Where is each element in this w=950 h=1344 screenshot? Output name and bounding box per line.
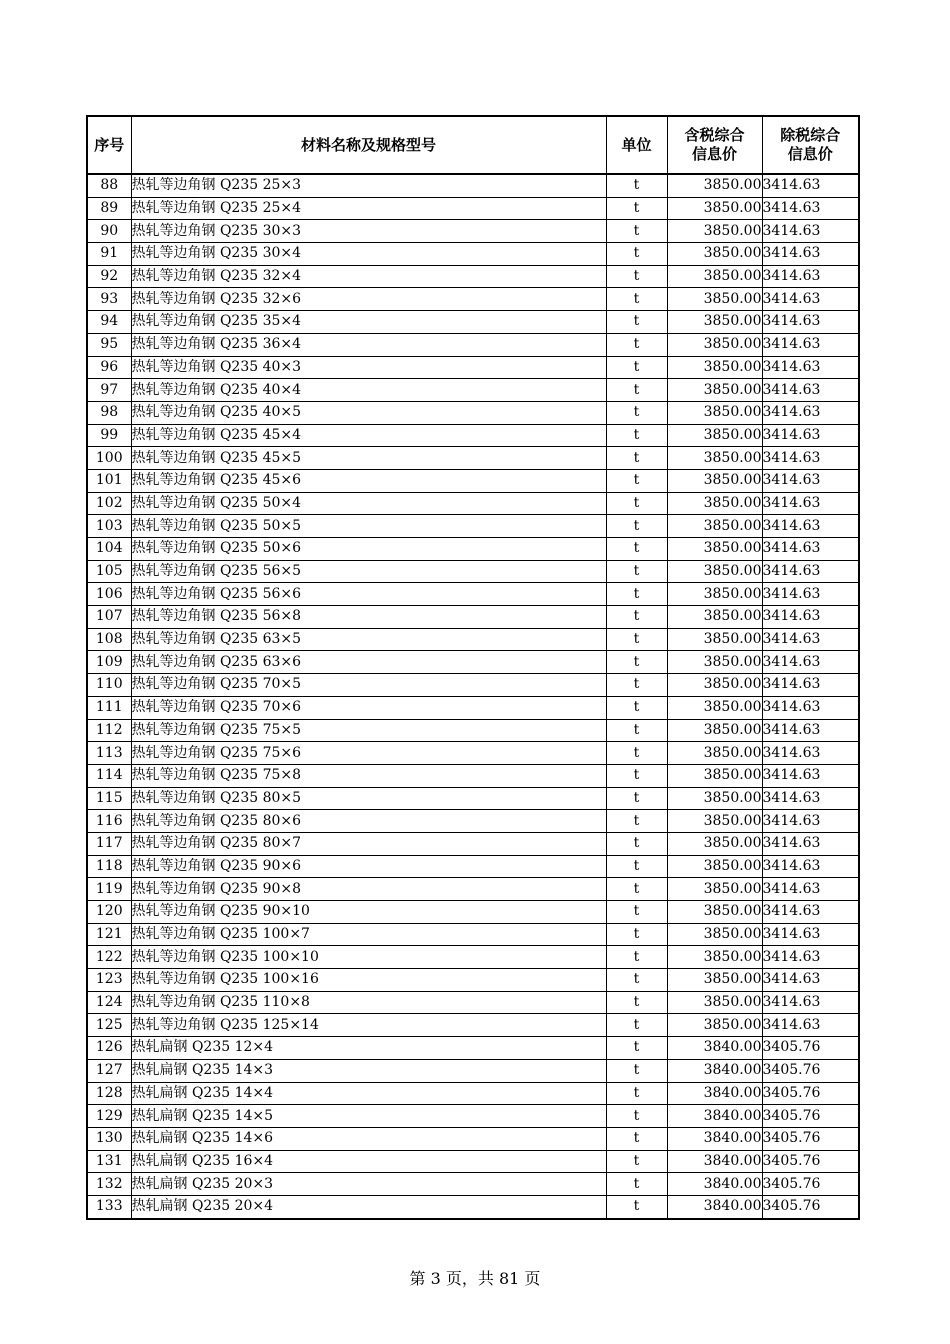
row-unit: t (606, 878, 667, 901)
row-unit: t (606, 1105, 667, 1128)
table-row (87, 1037, 859, 1060)
table-row (87, 719, 859, 742)
table-row (87, 311, 859, 334)
row-price-notax: 3414.63 (762, 832, 859, 855)
row-unit: t (606, 560, 667, 583)
table-row (87, 424, 859, 447)
row-price-notax: 3414.63 (762, 174, 859, 197)
row-unit: t (606, 538, 667, 561)
header-no: 序号 (87, 116, 131, 174)
row-price-tax: 3850.00 (667, 356, 762, 379)
row-price-notax: 3414.63 (762, 901, 859, 924)
table-row (87, 1150, 859, 1173)
table-row (87, 1127, 859, 1150)
row-unit: t (606, 946, 667, 969)
row-name: 热轧等边角钢 Q235 25×3 (131, 174, 606, 197)
row-name: 热轧等边角钢 Q235 50×6 (131, 538, 606, 561)
header-unit: 单位 (606, 116, 667, 174)
row-unit: t (606, 243, 667, 266)
row-price-notax: 3414.63 (762, 447, 859, 470)
row-name: 热轧扁钢 Q235 14×3 (131, 1059, 606, 1082)
row-price-tax: 3850.00 (667, 651, 762, 674)
row-unit: t (606, 1195, 667, 1218)
row-name: 热轧等边角钢 Q235 40×3 (131, 356, 606, 379)
row-unit: t (606, 288, 667, 311)
row-no: 119 (87, 878, 131, 901)
row-no: 92 (87, 265, 131, 288)
row-no: 115 (87, 787, 131, 810)
row-unit: t (606, 469, 667, 492)
row-no: 96 (87, 356, 131, 379)
table-row (87, 243, 859, 266)
row-price-tax: 3850.00 (667, 764, 762, 787)
row-name: 热轧扁钢 Q235 14×6 (131, 1127, 606, 1150)
row-no: 103 (87, 515, 131, 538)
table-row (87, 174, 859, 197)
row-name: 热轧等边角钢 Q235 56×5 (131, 560, 606, 583)
row-price-notax: 3414.63 (762, 946, 859, 969)
row-no: 110 (87, 674, 131, 697)
row-price-tax: 3850.00 (667, 946, 762, 969)
row-no: 88 (87, 174, 131, 197)
row-price-notax: 3405.76 (762, 1037, 859, 1060)
row-price-tax: 3850.00 (667, 197, 762, 220)
row-price-tax: 3840.00 (667, 1195, 762, 1218)
row-price-notax: 3414.63 (762, 878, 859, 901)
row-name: 热轧等边角钢 Q235 75×8 (131, 764, 606, 787)
price-table (86, 115, 860, 1220)
row-price-tax: 3840.00 (667, 1105, 762, 1128)
row-price-notax: 3414.63 (762, 356, 859, 379)
row-no: 100 (87, 447, 131, 470)
row-price-tax: 3850.00 (667, 969, 762, 992)
row-no: 90 (87, 220, 131, 243)
row-price-notax: 3414.63 (762, 401, 859, 424)
table-body (87, 174, 859, 1219)
table-row (87, 810, 859, 833)
row-no: 102 (87, 492, 131, 515)
row-no: 131 (87, 1150, 131, 1173)
row-name: 热轧等边角钢 Q235 80×5 (131, 787, 606, 810)
table-row (87, 197, 859, 220)
row-name: 热轧等边角钢 Q235 100×16 (131, 969, 606, 992)
row-no: 118 (87, 855, 131, 878)
row-name: 热轧等边角钢 Q235 25×4 (131, 197, 606, 220)
row-price-tax: 3850.00 (667, 424, 762, 447)
table-row (87, 923, 859, 946)
row-price-tax: 3850.00 (667, 810, 762, 833)
row-price-tax: 3850.00 (667, 538, 762, 561)
row-no: 133 (87, 1195, 131, 1218)
table-row (87, 265, 859, 288)
table-row (87, 696, 859, 719)
row-unit: t (606, 583, 667, 606)
row-name: 热轧扁钢 Q235 16×4 (131, 1150, 606, 1173)
row-name: 热轧等边角钢 Q235 80×7 (131, 832, 606, 855)
row-price-tax: 3850.00 (667, 832, 762, 855)
row-name: 热轧等边角钢 Q235 125×14 (131, 1014, 606, 1037)
table-row (87, 379, 859, 402)
row-price-tax: 3850.00 (667, 855, 762, 878)
table-row (87, 901, 859, 924)
row-price-notax: 3414.63 (762, 991, 859, 1014)
row-unit: t (606, 197, 667, 220)
row-no: 127 (87, 1059, 131, 1082)
row-unit: t (606, 515, 667, 538)
table-row (87, 628, 859, 651)
row-price-notax: 3414.63 (762, 197, 859, 220)
row-price-notax: 3414.63 (762, 855, 859, 878)
header-price-notax-line2: 信息价 (787, 145, 833, 163)
row-price-notax: 3414.63 (762, 651, 859, 674)
row-price-notax: 3414.63 (762, 469, 859, 492)
row-name: 热轧等边角钢 Q235 90×10 (131, 901, 606, 924)
row-unit: t (606, 991, 667, 1014)
row-price-notax: 3414.63 (762, 311, 859, 334)
row-price-tax: 3850.00 (667, 923, 762, 946)
table-row (87, 1059, 859, 1082)
row-price-tax: 3850.00 (667, 674, 762, 697)
row-no: 114 (87, 764, 131, 787)
row-price-tax: 3840.00 (667, 1127, 762, 1150)
row-price-tax: 3850.00 (667, 742, 762, 765)
row-unit: t (606, 1014, 667, 1037)
row-no: 123 (87, 969, 131, 992)
row-price-tax: 3850.00 (667, 901, 762, 924)
row-price-tax: 3850.00 (667, 401, 762, 424)
row-no: 105 (87, 560, 131, 583)
row-no: 128 (87, 1082, 131, 1105)
row-name: 热轧等边角钢 Q235 56×8 (131, 606, 606, 629)
row-price-notax: 3405.76 (762, 1195, 859, 1218)
row-no: 121 (87, 923, 131, 946)
row-no: 126 (87, 1037, 131, 1060)
row-price-tax: 3840.00 (667, 1059, 762, 1082)
row-unit: t (606, 333, 667, 356)
row-name: 热轧等边角钢 Q235 30×4 (131, 243, 606, 266)
row-unit: t (606, 379, 667, 402)
row-price-notax: 3405.76 (762, 1127, 859, 1150)
row-no: 117 (87, 832, 131, 855)
table-row (87, 651, 859, 674)
table-row (87, 1105, 859, 1128)
row-price-tax: 3850.00 (667, 628, 762, 651)
row-price-tax: 3850.00 (667, 719, 762, 742)
row-price-notax: 3414.63 (762, 220, 859, 243)
row-price-notax: 3414.63 (762, 333, 859, 356)
row-no: 91 (87, 243, 131, 266)
row-price-tax: 3850.00 (667, 991, 762, 1014)
row-no: 99 (87, 424, 131, 447)
row-unit: t (606, 424, 667, 447)
row-unit: t (606, 401, 667, 424)
row-price-notax: 3414.63 (762, 515, 859, 538)
row-no: 132 (87, 1173, 131, 1196)
row-unit: t (606, 810, 667, 833)
row-price-tax: 3850.00 (667, 515, 762, 538)
row-price-notax: 3414.63 (762, 810, 859, 833)
row-price-notax: 3414.63 (762, 538, 859, 561)
row-price-notax: 3414.63 (762, 1014, 859, 1037)
row-unit: t (606, 265, 667, 288)
row-price-notax: 3414.63 (762, 764, 859, 787)
row-no: 111 (87, 696, 131, 719)
table-row (87, 832, 859, 855)
table-row (87, 447, 859, 470)
row-name: 热轧扁钢 Q235 20×4 (131, 1195, 606, 1218)
row-no: 106 (87, 583, 131, 606)
table-row (87, 606, 859, 629)
row-name: 热轧等边角钢 Q235 75×6 (131, 742, 606, 765)
row-unit: t (606, 628, 667, 651)
row-unit: t (606, 606, 667, 629)
row-unit: t (606, 901, 667, 924)
table-row (87, 583, 859, 606)
row-price-notax: 3405.76 (762, 1059, 859, 1082)
table-row (87, 560, 859, 583)
row-no: 107 (87, 606, 131, 629)
row-name: 热轧等边角钢 Q235 50×4 (131, 492, 606, 515)
row-price-notax: 3414.63 (762, 923, 859, 946)
row-price-notax: 3414.63 (762, 674, 859, 697)
row-price-tax: 3850.00 (667, 447, 762, 470)
table-row (87, 878, 859, 901)
row-price-notax: 3414.63 (762, 265, 859, 288)
row-no: 101 (87, 469, 131, 492)
row-name: 热轧扁钢 Q235 14×5 (131, 1105, 606, 1128)
row-price-notax: 3414.63 (762, 628, 859, 651)
row-price-tax: 3840.00 (667, 1173, 762, 1196)
row-price-tax: 3840.00 (667, 1037, 762, 1060)
table-row (87, 356, 859, 379)
row-no: 116 (87, 810, 131, 833)
page-footer: 第 3 页，共 81 页 (409, 1269, 541, 1288)
row-name: 热轧等边角钢 Q235 30×3 (131, 220, 606, 243)
table-row (87, 333, 859, 356)
row-name: 热轧等边角钢 Q235 80×6 (131, 810, 606, 833)
row-price-notax: 3414.63 (762, 583, 859, 606)
row-name: 热轧扁钢 Q235 12×4 (131, 1037, 606, 1060)
row-no: 130 (87, 1127, 131, 1150)
row-unit: t (606, 1037, 667, 1060)
header-price-notax-line1: 除税综合 (780, 126, 841, 144)
row-price-tax: 3840.00 (667, 1082, 762, 1105)
row-unit: t (606, 492, 667, 515)
row-price-tax: 3850.00 (667, 787, 762, 810)
row-price-notax: 3414.63 (762, 379, 859, 402)
table-row (87, 1014, 859, 1037)
row-price-tax: 3850.00 (667, 606, 762, 629)
row-name: 热轧扁钢 Q235 20×3 (131, 1173, 606, 1196)
header-price-tax-line2: 信息价 (691, 145, 737, 163)
row-name: 热轧等边角钢 Q235 40×5 (131, 401, 606, 424)
row-price-notax: 3414.63 (762, 606, 859, 629)
row-price-tax: 3850.00 (667, 583, 762, 606)
row-unit: t (606, 764, 667, 787)
row-name: 热轧等边角钢 Q235 35×4 (131, 311, 606, 334)
row-unit: t (606, 832, 667, 855)
row-name: 热轧等边角钢 Q235 45×4 (131, 424, 606, 447)
row-unit: t (606, 787, 667, 810)
row-no: 122 (87, 946, 131, 969)
row-name: 热轧等边角钢 Q235 100×10 (131, 946, 606, 969)
row-unit: t (606, 651, 667, 674)
row-price-tax: 3850.00 (667, 878, 762, 901)
table-row (87, 469, 859, 492)
row-name: 热轧等边角钢 Q235 63×5 (131, 628, 606, 651)
row-unit: t (606, 356, 667, 379)
table-row (87, 991, 859, 1014)
table-row (87, 492, 859, 515)
row-name: 热轧等边角钢 Q235 56×6 (131, 583, 606, 606)
row-unit: t (606, 311, 667, 334)
row-price-tax: 3850.00 (667, 220, 762, 243)
row-no: 129 (87, 1105, 131, 1128)
row-price-tax: 3850.00 (667, 333, 762, 356)
row-price-notax: 3414.63 (762, 492, 859, 515)
row-no: 95 (87, 333, 131, 356)
table-row (87, 220, 859, 243)
table-row (87, 969, 859, 992)
row-no: 109 (87, 651, 131, 674)
table-row (87, 674, 859, 697)
row-price-notax: 3405.76 (762, 1173, 859, 1196)
row-price-tax: 3850.00 (667, 288, 762, 311)
row-no: 98 (87, 401, 131, 424)
row-price-tax: 3840.00 (667, 1150, 762, 1173)
row-unit: t (606, 447, 667, 470)
row-unit: t (606, 674, 667, 697)
row-unit: t (606, 742, 667, 765)
row-no: 113 (87, 742, 131, 765)
row-no: 120 (87, 901, 131, 924)
row-price-tax: 3850.00 (667, 696, 762, 719)
row-unit: t (606, 719, 667, 742)
row-price-tax: 3850.00 (667, 492, 762, 515)
table-row (87, 764, 859, 787)
table-row (87, 1173, 859, 1196)
row-price-tax: 3850.00 (667, 311, 762, 334)
row-no: 125 (87, 1014, 131, 1037)
row-no: 97 (87, 379, 131, 402)
row-price-notax: 3405.76 (762, 1105, 859, 1128)
row-name: 热轧等边角钢 Q235 45×6 (131, 469, 606, 492)
table-row (87, 1195, 859, 1218)
row-unit: t (606, 923, 667, 946)
table-row (87, 946, 859, 969)
row-price-tax: 3850.00 (667, 243, 762, 266)
row-unit: t (606, 696, 667, 719)
row-unit: t (606, 1082, 667, 1105)
row-name: 热轧等边角钢 Q235 100×7 (131, 923, 606, 946)
row-price-tax: 3850.00 (667, 469, 762, 492)
table-row (87, 515, 859, 538)
row-name: 热轧扁钢 Q235 14×4 (131, 1082, 606, 1105)
row-price-notax: 3414.63 (762, 742, 859, 765)
row-name: 热轧等边角钢 Q235 45×5 (131, 447, 606, 470)
row-price-tax: 3850.00 (667, 560, 762, 583)
header-price-notax (762, 116, 859, 174)
row-price-notax: 3414.63 (762, 787, 859, 810)
table-row (87, 401, 859, 424)
row-unit: t (606, 220, 667, 243)
row-unit: t (606, 1150, 667, 1173)
row-name: 热轧等边角钢 Q235 50×5 (131, 515, 606, 538)
row-name: 热轧等边角钢 Q235 70×6 (131, 696, 606, 719)
row-no: 108 (87, 628, 131, 651)
row-price-tax: 3850.00 (667, 1014, 762, 1037)
row-name: 热轧等边角钢 Q235 75×5 (131, 719, 606, 742)
row-price-tax: 3850.00 (667, 265, 762, 288)
row-no: 94 (87, 311, 131, 334)
row-unit: t (606, 855, 667, 878)
row-no: 89 (87, 197, 131, 220)
header-price-tax (667, 116, 762, 174)
row-name: 热轧等边角钢 Q235 32×6 (131, 288, 606, 311)
row-no: 93 (87, 288, 131, 311)
row-price-notax: 3414.63 (762, 424, 859, 447)
row-unit: t (606, 174, 667, 197)
row-no: 124 (87, 991, 131, 1014)
row-name: 热轧等边角钢 Q235 90×8 (131, 878, 606, 901)
row-name: 热轧等边角钢 Q235 70×5 (131, 674, 606, 697)
header-price-tax-line1: 含税综合 (684, 126, 745, 144)
row-price-notax: 3414.63 (762, 969, 859, 992)
table-header-row (87, 116, 859, 174)
row-price-notax: 3414.63 (762, 696, 859, 719)
table-row (87, 538, 859, 561)
table-row (87, 787, 859, 810)
row-no: 104 (87, 538, 131, 561)
table-row (87, 1082, 859, 1105)
row-unit: t (606, 1173, 667, 1196)
row-name: 热轧等边角钢 Q235 90×6 (131, 855, 606, 878)
row-price-notax: 3414.63 (762, 560, 859, 583)
row-price-tax: 3850.00 (667, 174, 762, 197)
row-unit: t (606, 1059, 667, 1082)
row-unit: t (606, 969, 667, 992)
row-price-tax: 3850.00 (667, 379, 762, 402)
table-row (87, 288, 859, 311)
row-name: 热轧等边角钢 Q235 32×4 (131, 265, 606, 288)
row-unit: t (606, 1127, 667, 1150)
row-price-notax: 3414.63 (762, 719, 859, 742)
header-name: 材料名称及规格型号 (131, 116, 606, 174)
row-price-notax: 3405.76 (762, 1150, 859, 1173)
row-no: 112 (87, 719, 131, 742)
row-name: 热轧等边角钢 Q235 63×6 (131, 651, 606, 674)
row-name: 热轧等边角钢 Q235 40×4 (131, 379, 606, 402)
row-name: 热轧等边角钢 Q235 110×8 (131, 991, 606, 1014)
row-name: 热轧等边角钢 Q235 36×4 (131, 333, 606, 356)
table-row (87, 742, 859, 765)
table-row (87, 855, 859, 878)
row-price-notax: 3405.76 (762, 1082, 859, 1105)
row-price-notax: 3414.63 (762, 288, 859, 311)
row-price-notax: 3414.63 (762, 243, 859, 266)
